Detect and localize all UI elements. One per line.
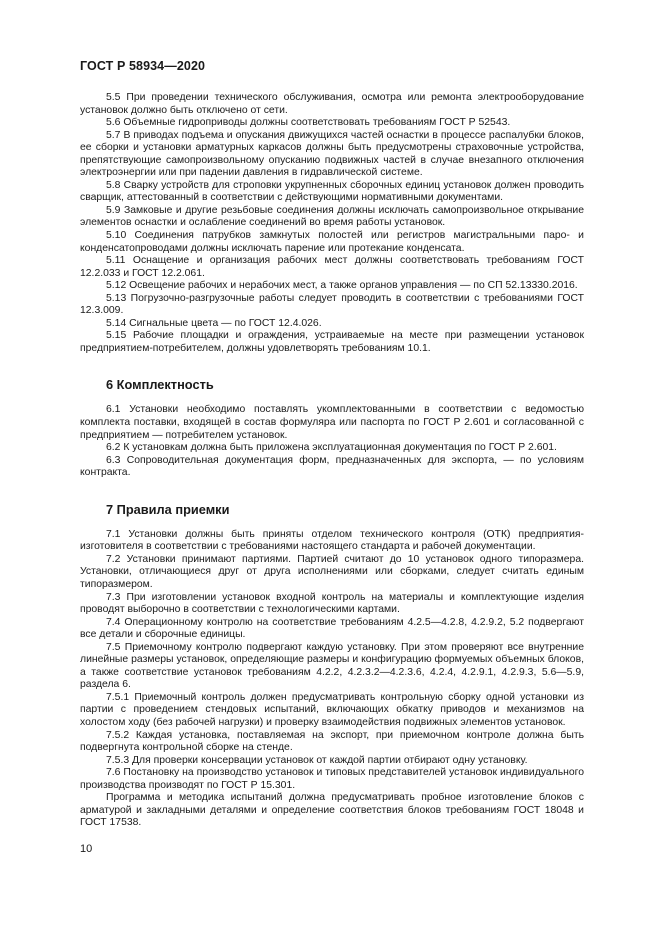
paragraph: 5.8 Сварку устройств для строповки укрупненных сборочных единиц установок должен проводить сварщик, аттестованный в соответствии с действующими нормативными документами.: [80, 179, 584, 204]
paragraph: 7.5 Приемочному контролю подвергают каждую установку. При этом проверяют все внутренние линейные размеры установок, определяющие размеры и конфигурацию формуемых объемных блоков, а также соответствие установок требованиям 4.2.2, 4.2.3.2—4.2.3.6, 4.2.4, 4.2.9.1, 4.2.9.3, 5.6—5.9, раздела 6.: [80, 641, 584, 691]
section-heading: 7 Правила приемки: [106, 501, 230, 517]
paragraph: 5.11 Оснащение и организация рабочих мест должны соответствовать требованиям ГОСТ 12.2.033 и ГОСТ 12.2.061.: [80, 255, 584, 279]
paragraph: 5.13 Погрузочно-разгрузочные работы следует проводить в соответствии с требованиями ГОСТ 12.3.009.: [80, 292, 584, 317]
paragraph: 5.9 Замковые и другие резьбовые соединения должны исключать самопроизвольное открывание элементов оснастки и ослабление соединений во время работы установок.: [80, 204, 584, 229]
section-heading: 6 Комплектность: [106, 377, 214, 393]
paragraph: 7.6 Постановку на производство установок и типовых представителей установок индивидуального производства производят по ГОСТ Р 15.301.: [80, 767, 584, 791]
paragraph: 7.5.1 Приемочный контроль должен предусматривать контрольную сборку одной установки из партии с проведением стендовых испытаний, включающих обкатку приводов и механизмов на холостом ходу (без рабочей нагрузки) и проверку взаимодействия подвижных элементов установок.: [80, 691, 584, 728]
paragraph: 7.4 Операционному контролю на соответствие требованиям 4.2.5—4.2.8, 4.2.9.2, 5.2 подвергают все детали и сборочные единицы.: [80, 616, 584, 641]
paragraph: 7.3 При изготовлении установок входной контроль на материалы и комплектующие изделия проводят выборочно в соответствии с технологическими картами.: [80, 591, 584, 616]
paragraph: 6.3 Сопроводительная документация форм, предназначенных для экспорта, — по условиям контракта.: [80, 454, 584, 479]
paragraph: Программа и методика испытаний должна предусматривать пробное изготовление блоков с арматурой и закладными деталями и определение соответствия блоков требованиям ГОСТ 18048 и ГОСТ 17538.: [80, 792, 584, 829]
document-body: [80, 92, 584, 830]
paragraph: 7.5.3 Для проверки консервации установок от каждой партии отбирают одну установку.: [106, 754, 528, 766]
paragraph: 5.12 Освещение рабочих и нерабочих мест, а также органов управления — по СП 52.13330.2016.: [106, 280, 578, 292]
page-number: 10: [80, 843, 93, 855]
paragraph: 6.2 К установкам должна быть приложена эксплуатационная документация по ГОСТ Р 2.601.: [106, 442, 557, 454]
paragraph: 5.10 Соединения патрубков замкнутых полостей или регистров магистральными паро- и конденсатопроводами должны исключать парение или протекание конденсата.: [80, 230, 584, 254]
paragraph: 5.6 Объемные гидроприводы должны соответствовать требованиям ГОСТ Р 52543.: [106, 117, 511, 129]
paragraph: 6.1 Установки необходимо поставлять укомплектованными в соответствии с ведомостью комплекта поставки, входящей в состав формуляра или паспорта по ГОСТ Р 2.601 и согласованной с предприятием — потребителем установок.: [80, 404, 584, 441]
paragraph: 5.15 Рабочие площадки и ограждения, устраиваемые на месте при размещении установок предприятием-потребителем, должны удовлетворять требованиям 10.1.: [80, 330, 584, 354]
paragraph: 7.5.2 Каждая установка, поставляемая на экспорт, при приемочном контроле должна быть подвергнута контрольной сборке на стенде.: [80, 729, 584, 754]
paragraph: 7.2 Установки принимают партиями. Партией считают до 10 установок одного типоразмера. Установки, отличающиеся друг от друга исполнениями или сборками, следует считать единым типоразмером.: [80, 553, 584, 590]
paragraph: 5.5 При проведении технического обслуживания, осмотра или ремонта электрооборудование установок должно быть отключено от сети.: [80, 92, 584, 116]
page-header: ГОСТ Р 58934—2020: [80, 59, 206, 73]
paragraph: 5.7 В приводах подъема и опускания движущихся частей оснастки в процессе распалубки блоков, ее сборки и установки арматурных каркасов должны быть предусмотрены страховочные устройства, препятствующие самопроизвольному опусканию подвижных частей в случае внезапного отключения электроэнергии или при падении давления в гидравлической системе.: [80, 129, 584, 179]
paragraph: 7.1 Установки должны быть приняты отделом технического контроля (ОТК) предприятия-изготовителя в соответствии с требованиями настоящего стандарта и рабочей документации.: [80, 528, 584, 553]
paragraph: 5.14 Сигнальные цвета — по ГОСТ 12.4.026.: [106, 317, 322, 329]
